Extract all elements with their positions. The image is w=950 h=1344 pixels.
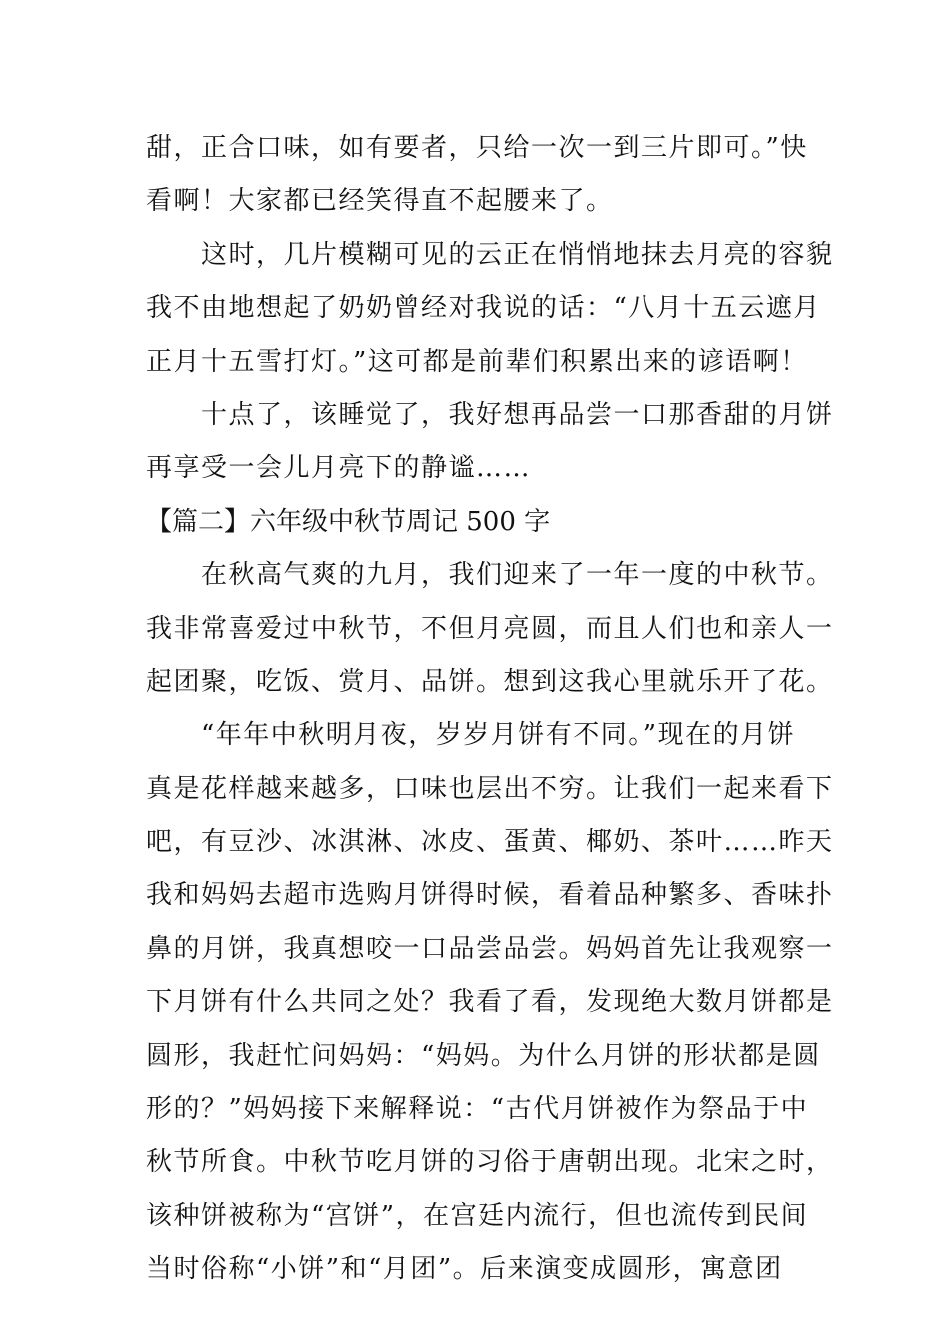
text-line: 该种饼被称为“宫饼”，在宫廷内流行，但也流传到民间 [146,1200,809,1231]
text-line: 正月十五雪打灯。”这可都是前辈们积累出来的谚语啊！ [146,346,808,377]
text-line: 起团聚，吃饭、赏月、品饼。想到这我心里就乐开了花。 [146,666,834,697]
text-line: 吧，有豆沙、冰淇淋、冰皮、蛋黄、椰奶、茶叶……昨天 [146,827,834,858]
text-line: 真是花样越来越多，口味也层出不穷。让我们一起来看下 [146,773,834,804]
text-line: 圆形，我赶忙问妈妈：“妈妈。为什么月饼的形状都是圆 [146,1040,821,1071]
text-line: 鼻的月饼，我真想咬一口品尝品尝。妈妈首先让我观察一 [146,933,834,964]
text-line: 甜，正合口味，如有要者，只给一次一到三片即可。”快 [146,133,808,163]
text-line: 在秋高气爽的九月，我们迎来了一年一度的中秋节。 [146,560,834,591]
text-line: 当时俗称“小饼”和“月团”。后来演变成圆形，寓意团 [146,1254,783,1285]
section-heading: 【篇二】六年级中秋节周记 500 字 [146,506,551,537]
text-line: 秋节所食。中秋节吃月饼的习俗于唐朝出现。北宋之时， [146,1147,834,1178]
text-line: 十点了，该睡觉了，我好想再品尝一口那香甜的月饼 [146,399,834,430]
text-line: 看啊！大家都已经笑得直不起腰来了。 [146,186,614,217]
text-line: 这时，几片模糊可见的云正在悄悄地抹去月亮的容貌 [146,239,834,270]
text-line: 形的？”妈妈接下来解释说：“古代月饼被作为祭品于中 [146,1094,809,1125]
text-line: 再享受一会儿月亮下的静谧…… [146,453,532,484]
text-line: 我非常喜爱过中秋节，不但月亮圆，而且人们也和亲人一 [146,613,834,644]
text-line: “年年中秋明月夜，岁岁月饼有不同。”现在的月饼 [146,720,796,751]
text-line: 下月饼有什么共同之处？我看了看，发现绝大数月饼都是 [146,987,834,1018]
text-line: 我不由地想起了奶奶曾经对我说的话：“八月十五云遮月 [146,293,821,324]
text-line: 我和妈妈去超市选购月饼得时候，看着品种繁多、香味扑 [146,880,834,911]
body-text [146,122,834,1297]
